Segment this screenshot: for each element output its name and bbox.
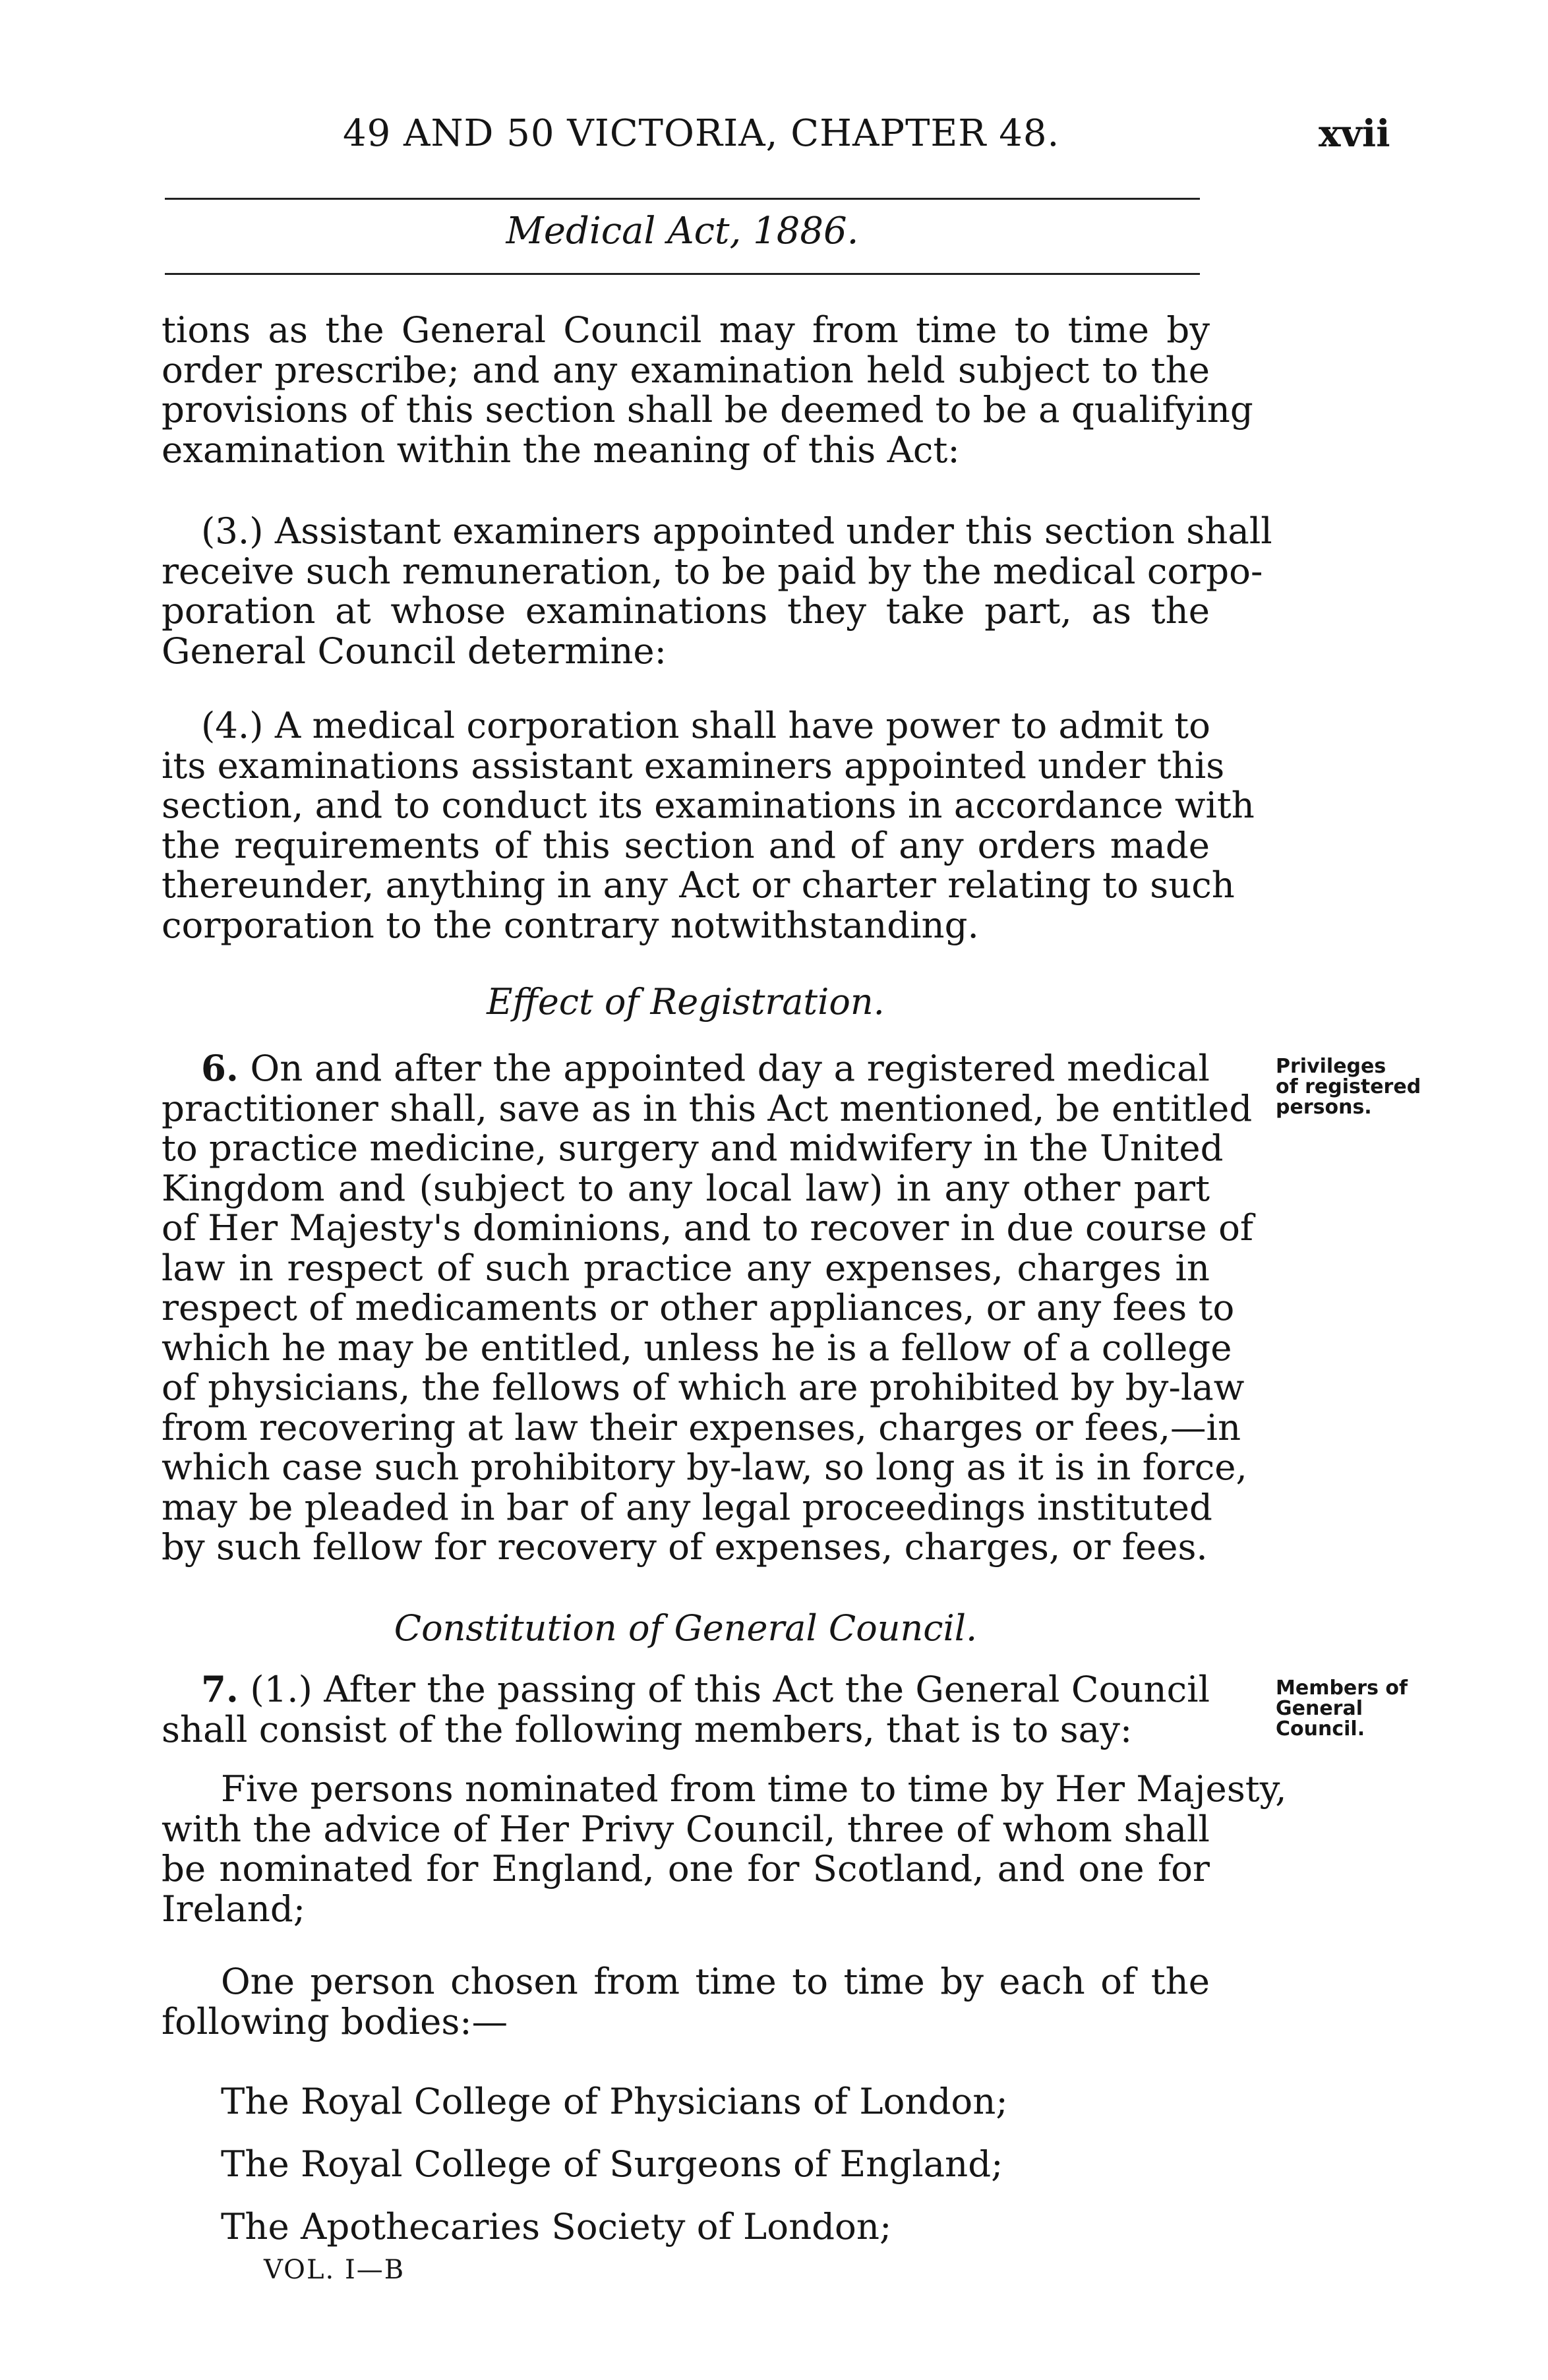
text-line: (3.) Assistant examiners appointed under this section shall <box>201 510 1272 552</box>
text-line: poration at whose examinations they take part, as the <box>162 589 1210 632</box>
text-line: On and after the appointed day a registered medical <box>250 1047 1210 1089</box>
marginal-note-members <box>1276 1678 1434 1739</box>
text-line: of Her Majesty's dominions, and to recover in due course of <box>162 1206 1254 1249</box>
marginal-line: Members of <box>1276 1677 1408 1700</box>
text-line: examination within the meaning of this Act: <box>162 428 960 471</box>
text-line: Kingdom and (subject to any local law) in any other part <box>162 1166 1210 1209</box>
marginal-line: of registered <box>1276 1075 1421 1098</box>
text-line: may be pleaded in bar of any legal proceedings instituted <box>162 1485 1212 1528</box>
marginal-line: General <box>1276 1697 1363 1720</box>
section-7 <box>162 1669 1269 1749</box>
list-item: The Apothecaries Society of London; <box>221 2205 892 2247</box>
section-6-first-line <box>162 1048 1210 1088</box>
text-line: its examinations assistant examiners appointed under this <box>162 744 1225 787</box>
paragraph-continuation <box>162 310 1269 469</box>
section-heading-effect: Effect of Registration. <box>487 981 885 1023</box>
act-title: Medical Act, 1886. <box>506 210 859 253</box>
page-number: xvii <box>1319 112 1390 156</box>
text-line: (4.) A medical corporation shall have power to admit to <box>201 704 1210 746</box>
text-line: respect of medicaments or other appliances, or any fees to <box>162 1286 1235 1328</box>
marginal-line: Council. <box>1276 1717 1365 1740</box>
header-rule-top <box>165 198 1200 200</box>
text-line: of physicians, the fellows of which are prohibited by by-law <box>162 1366 1245 1408</box>
text-line: the requirements of this section and of any orders made <box>162 823 1210 866</box>
paragraph-one-person <box>162 1961 1269 2041</box>
marginal-line: persons. <box>1276 1096 1372 1119</box>
text-line: from recovering at law their expenses, charges or fees,—in <box>162 1406 1241 1448</box>
text-line: section, and to conduct its examinations in accordance with <box>162 784 1255 826</box>
text-line: Ireland; <box>162 1887 306 1930</box>
paragraph-4 <box>162 705 1269 945</box>
text-line: be nominated for England, one for Scotland, and one for <box>162 1847 1210 1889</box>
text-line: shall consist of the following members, that is to say: <box>162 1708 1133 1750</box>
text-line: One person chosen from time to time by each of the <box>221 1960 1210 2002</box>
marginal-line: Privileges <box>1276 1055 1386 1078</box>
printer-signature: VOL. I—B <box>264 2255 405 2285</box>
text-line: corporation to the contrary notwithstanding. <box>162 903 979 946</box>
header-rule-bottom <box>165 273 1200 275</box>
text-line: provisions of this section shall be deemed to be a qualifying <box>162 388 1253 431</box>
marginal-note-privileges <box>1276 1056 1434 1117</box>
text-line: which case such prohibitory by-law, so long as it is in force, <box>162 1446 1247 1488</box>
text-line: order prescribe; and any examination held subject to the <box>162 348 1210 391</box>
text-line: to practice medicine, surgery and midwifery in the United <box>162 1127 1224 1169</box>
list-bodies <box>162 2070 1269 2258</box>
text-line: with the advice of Her Privy Council, three of whom shall <box>162 1807 1210 1850</box>
section-6 <box>162 1048 1269 1567</box>
text-line: by such fellow for recovery of expenses, charges, or fees. <box>162 1526 1208 1568</box>
text-line: (1.) After the passing of this Act the General Council <box>250 1668 1210 1710</box>
text-line: General Council determine: <box>162 629 667 672</box>
text-line: tions as the General Council may from time to time by <box>162 309 1210 351</box>
section-7-first-line <box>162 1669 1210 1710</box>
text-line: receive such remuneration, to be paid by the medical corpo- <box>162 549 1263 592</box>
list-item: The Royal College of Surgeons of England; <box>221 2143 1003 2185</box>
text-line: Five persons nominated from time to time by Her Majesty, <box>221 1768 1287 1810</box>
text-line: thereunder, anything in any Act or charter relating to such <box>162 864 1235 906</box>
text-line: following bodies:— <box>162 2000 508 2042</box>
text-line: law in respect of such practice any expenses, charges in <box>162 1246 1210 1289</box>
list-item: The Royal College of Physicians of London; <box>221 2080 1008 2122</box>
paragraph-3 <box>162 510 1272 672</box>
section-number: 7. <box>201 1668 239 1710</box>
text-line: which he may be entitled, unless he is a fellow of a college <box>162 1326 1232 1369</box>
paragraph-five-persons <box>162 1768 1287 1930</box>
section-number: 6. <box>201 1047 239 1089</box>
section-heading-constitution: Constitution of General Council. <box>394 1607 978 1649</box>
running-head: 49 AND 50 VICTORIA, CHAPTER 48. <box>343 112 1060 155</box>
text-line: practitioner shall, save as in this Act mentioned, be entitled <box>162 1086 1253 1129</box>
